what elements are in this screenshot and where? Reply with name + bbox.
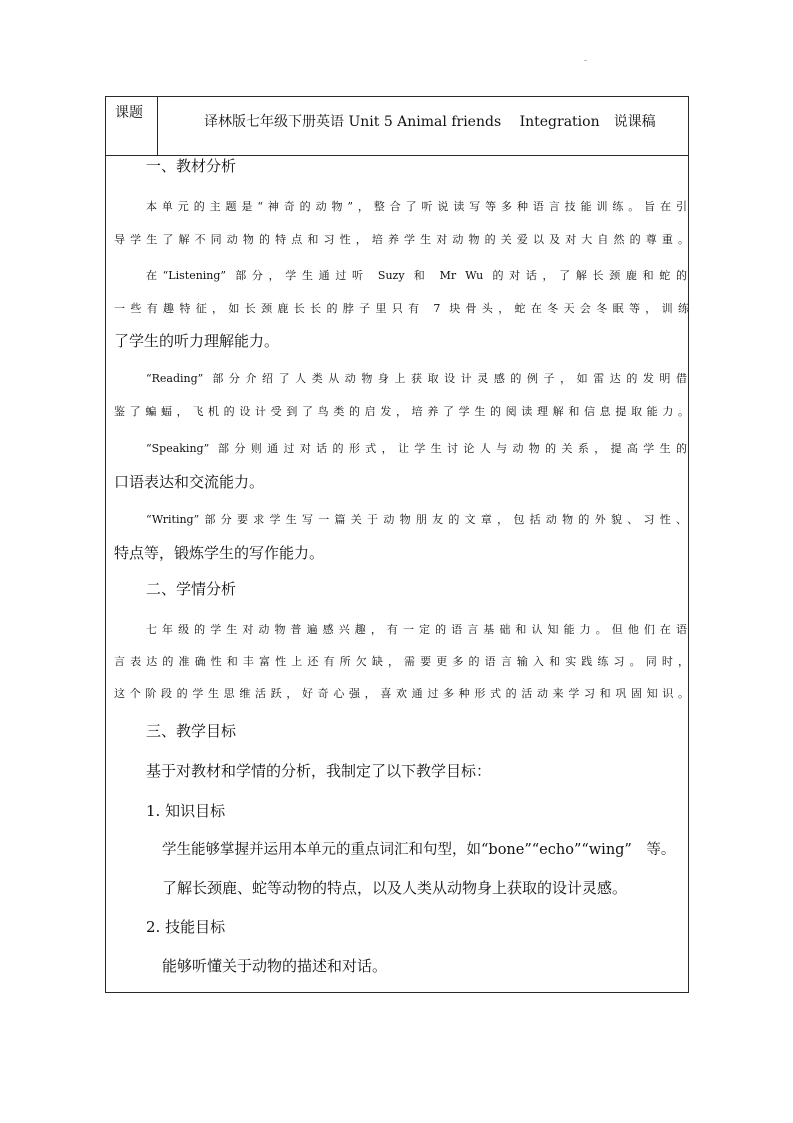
paragraph-line: 言表达的准确性和丰富性上还有所欠缺，需要更多的语言输入和实践练习。同时， (114, 655, 689, 668)
content-cell (106, 156, 688, 992)
paragraph-line: “Reading” 部分介绍了人类从动物身上获取设计灵感的例子，如雷达的发明借 (146, 372, 687, 385)
paragraph-line: “Speaking” 部分则通过对话的形式，让学生讨论人与动物的关系，提高学生的 (146, 442, 687, 455)
paragraph-line: 口语表达和交流能力。 (114, 473, 265, 491)
paragraph-line: 七年级的学生对动物普遍感兴趣，有一定的语言基础和认知能力。但他们在语 (146, 623, 687, 636)
paragraph-line: 能够听懂关于动物的描述和对话。 (162, 957, 388, 975)
subheading-skills: 2. 技能目标 (146, 918, 226, 936)
paragraph-line: 特点等，锻炼学生的写作能力。 (114, 544, 325, 562)
paragraph-line: 了解长颈鹿、蛇等动物的特点，以及人类从动物身上获取的设计灵感。 (162, 879, 628, 897)
paragraph-line: 在“Listening” 部分，学生通过听 Suzy 和 Mr Wu 的对话，了解长颈鹿和蛇的 (146, 269, 687, 282)
paragraph-line: “Writing”部分要求学生写一篇关于动物朋友的文章，包括动物的外貌、习性、 (146, 513, 687, 526)
paragraph-line: 学生能够掌握并运用本单元的重点词汇和句型，如“bone”“echo”“wing” 等。 (162, 842, 676, 858)
paragraph-line: 鉴了蝙蝠，飞机的设计受到了鸟类的启发，培养了学生的阅读理解和信息提取能力。 (114, 405, 689, 418)
objectives-intro: 基于对教材和学情的分析，我制定了以下教学目标： (146, 762, 492, 780)
paragraph-line: 导学生了解不同动物的特点和习性，培养学生对动物的关爱以及对大自然的尊重。 (114, 233, 689, 246)
paragraph-line: 了学生的听力理解能力。 (114, 332, 280, 350)
topic-label-cell: 课题 (106, 97, 158, 155)
paragraph-line: 本单元的主题是“神奇的动物”，整合了听说读写等多种语言技能训练。旨在引 (146, 200, 687, 213)
section-heading-objectives: 三、教学目标 (146, 722, 237, 740)
lesson-plan-table (105, 96, 689, 993)
paragraph-line: 这个阶段的学生思维活跃，好奇心强，喜欢通过多种形式的活动来学习和巩固知识。 (114, 687, 689, 700)
paragraph-line: 一些有趣特征，如长颈鹿长长的脖子里只有 7 块骨头，蛇在冬天会冬眠等，训练 (114, 302, 689, 315)
section-heading-materials: 一、教材分析 (146, 157, 237, 175)
page-corner-mark (584, 60, 587, 61)
topic-title-cell: 译林版七年级下册英语 Unit 5 Animal friends Integration 说课稿 (204, 114, 656, 130)
subheading-knowledge: 1. 知识目标 (146, 802, 226, 820)
section-heading-students: 二、学情分析 (146, 580, 237, 598)
